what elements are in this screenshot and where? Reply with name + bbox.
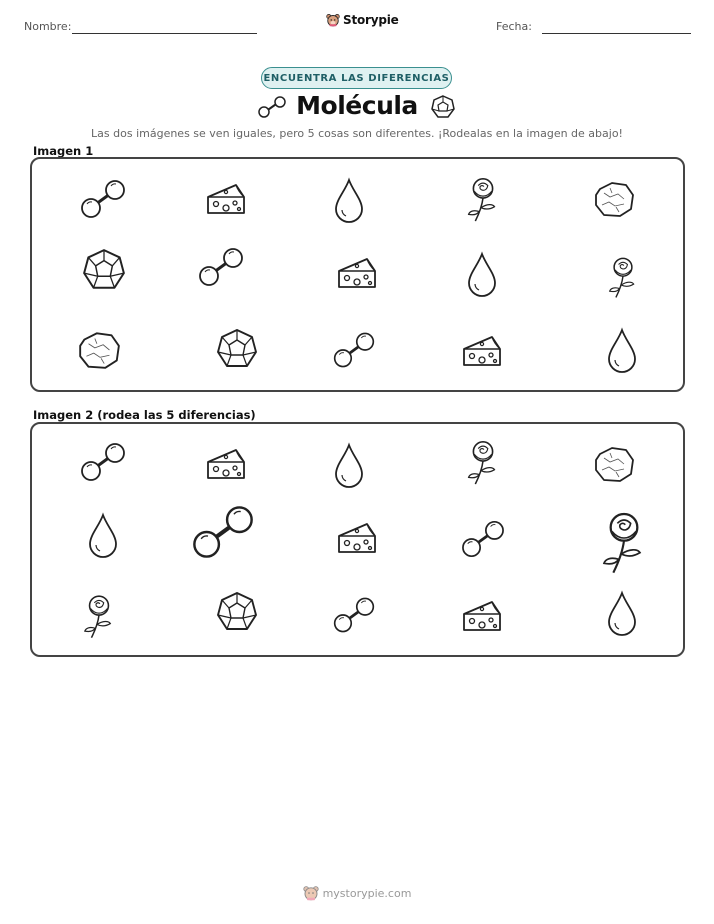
gem-icon[interactable] xyxy=(215,590,259,634)
molecule-icon[interactable] xyxy=(187,502,259,562)
rock-icon xyxy=(76,329,122,371)
rose-icon[interactable] xyxy=(600,508,648,576)
rock-icon xyxy=(592,179,636,219)
cheese-icon[interactable] xyxy=(460,596,504,636)
instructions: Las dos imágenes se ven iguales, pero 5 cosas son diferentes. ¡Rodealas en la imagen de abajo! xyxy=(91,127,623,140)
rose-icon[interactable] xyxy=(82,592,116,640)
image-1-label: Imagen 1 xyxy=(33,144,94,158)
bear-footer-icon xyxy=(303,885,319,901)
molecule-icon[interactable] xyxy=(331,594,377,636)
rose-icon xyxy=(607,253,639,301)
cheese-icon[interactable] xyxy=(335,518,379,558)
cheese-icon xyxy=(335,253,379,293)
name-label: Nombre: xyxy=(24,20,72,33)
gem-title-icon xyxy=(430,94,456,120)
image-2-label: Imagen 2 (rodea las 5 diferencias) xyxy=(33,408,256,422)
date-label: Fecha: xyxy=(496,20,532,33)
cheese-icon xyxy=(460,331,504,371)
drop-icon[interactable] xyxy=(86,512,120,560)
rose-icon[interactable] xyxy=(465,438,501,486)
footer-url: mystorypie.com xyxy=(322,886,412,900)
cheese-icon[interactable] xyxy=(203,444,249,484)
gem-icon xyxy=(81,247,127,293)
page-title: Molécula xyxy=(296,91,418,120)
gem-icon xyxy=(215,327,259,371)
footer xyxy=(0,885,714,901)
date-line xyxy=(542,33,691,34)
rose-icon xyxy=(465,175,501,223)
drop-icon[interactable] xyxy=(605,590,639,638)
molecule-icon[interactable] xyxy=(459,518,507,560)
storypie-logo xyxy=(326,13,399,27)
molecule-icon xyxy=(78,177,128,221)
drop-icon xyxy=(465,251,499,299)
logo-text: Storypie xyxy=(343,13,399,27)
name-line xyxy=(72,33,257,34)
molecule-icon xyxy=(331,329,377,371)
molecule-icon[interactable] xyxy=(78,440,128,484)
drop-icon xyxy=(332,177,366,225)
image-2-panel[interactable] xyxy=(30,422,685,657)
drop-icon[interactable] xyxy=(332,442,366,490)
drop-icon xyxy=(605,327,639,375)
bear-logo-icon xyxy=(326,13,340,27)
cheese-icon xyxy=(203,179,249,219)
image-1-panel xyxy=(30,157,685,392)
molecule-icon xyxy=(196,245,246,289)
rock-icon[interactable] xyxy=(592,444,636,484)
find-differences-badge: ENCUENTRA LAS DIFERENCIAS xyxy=(261,67,452,89)
